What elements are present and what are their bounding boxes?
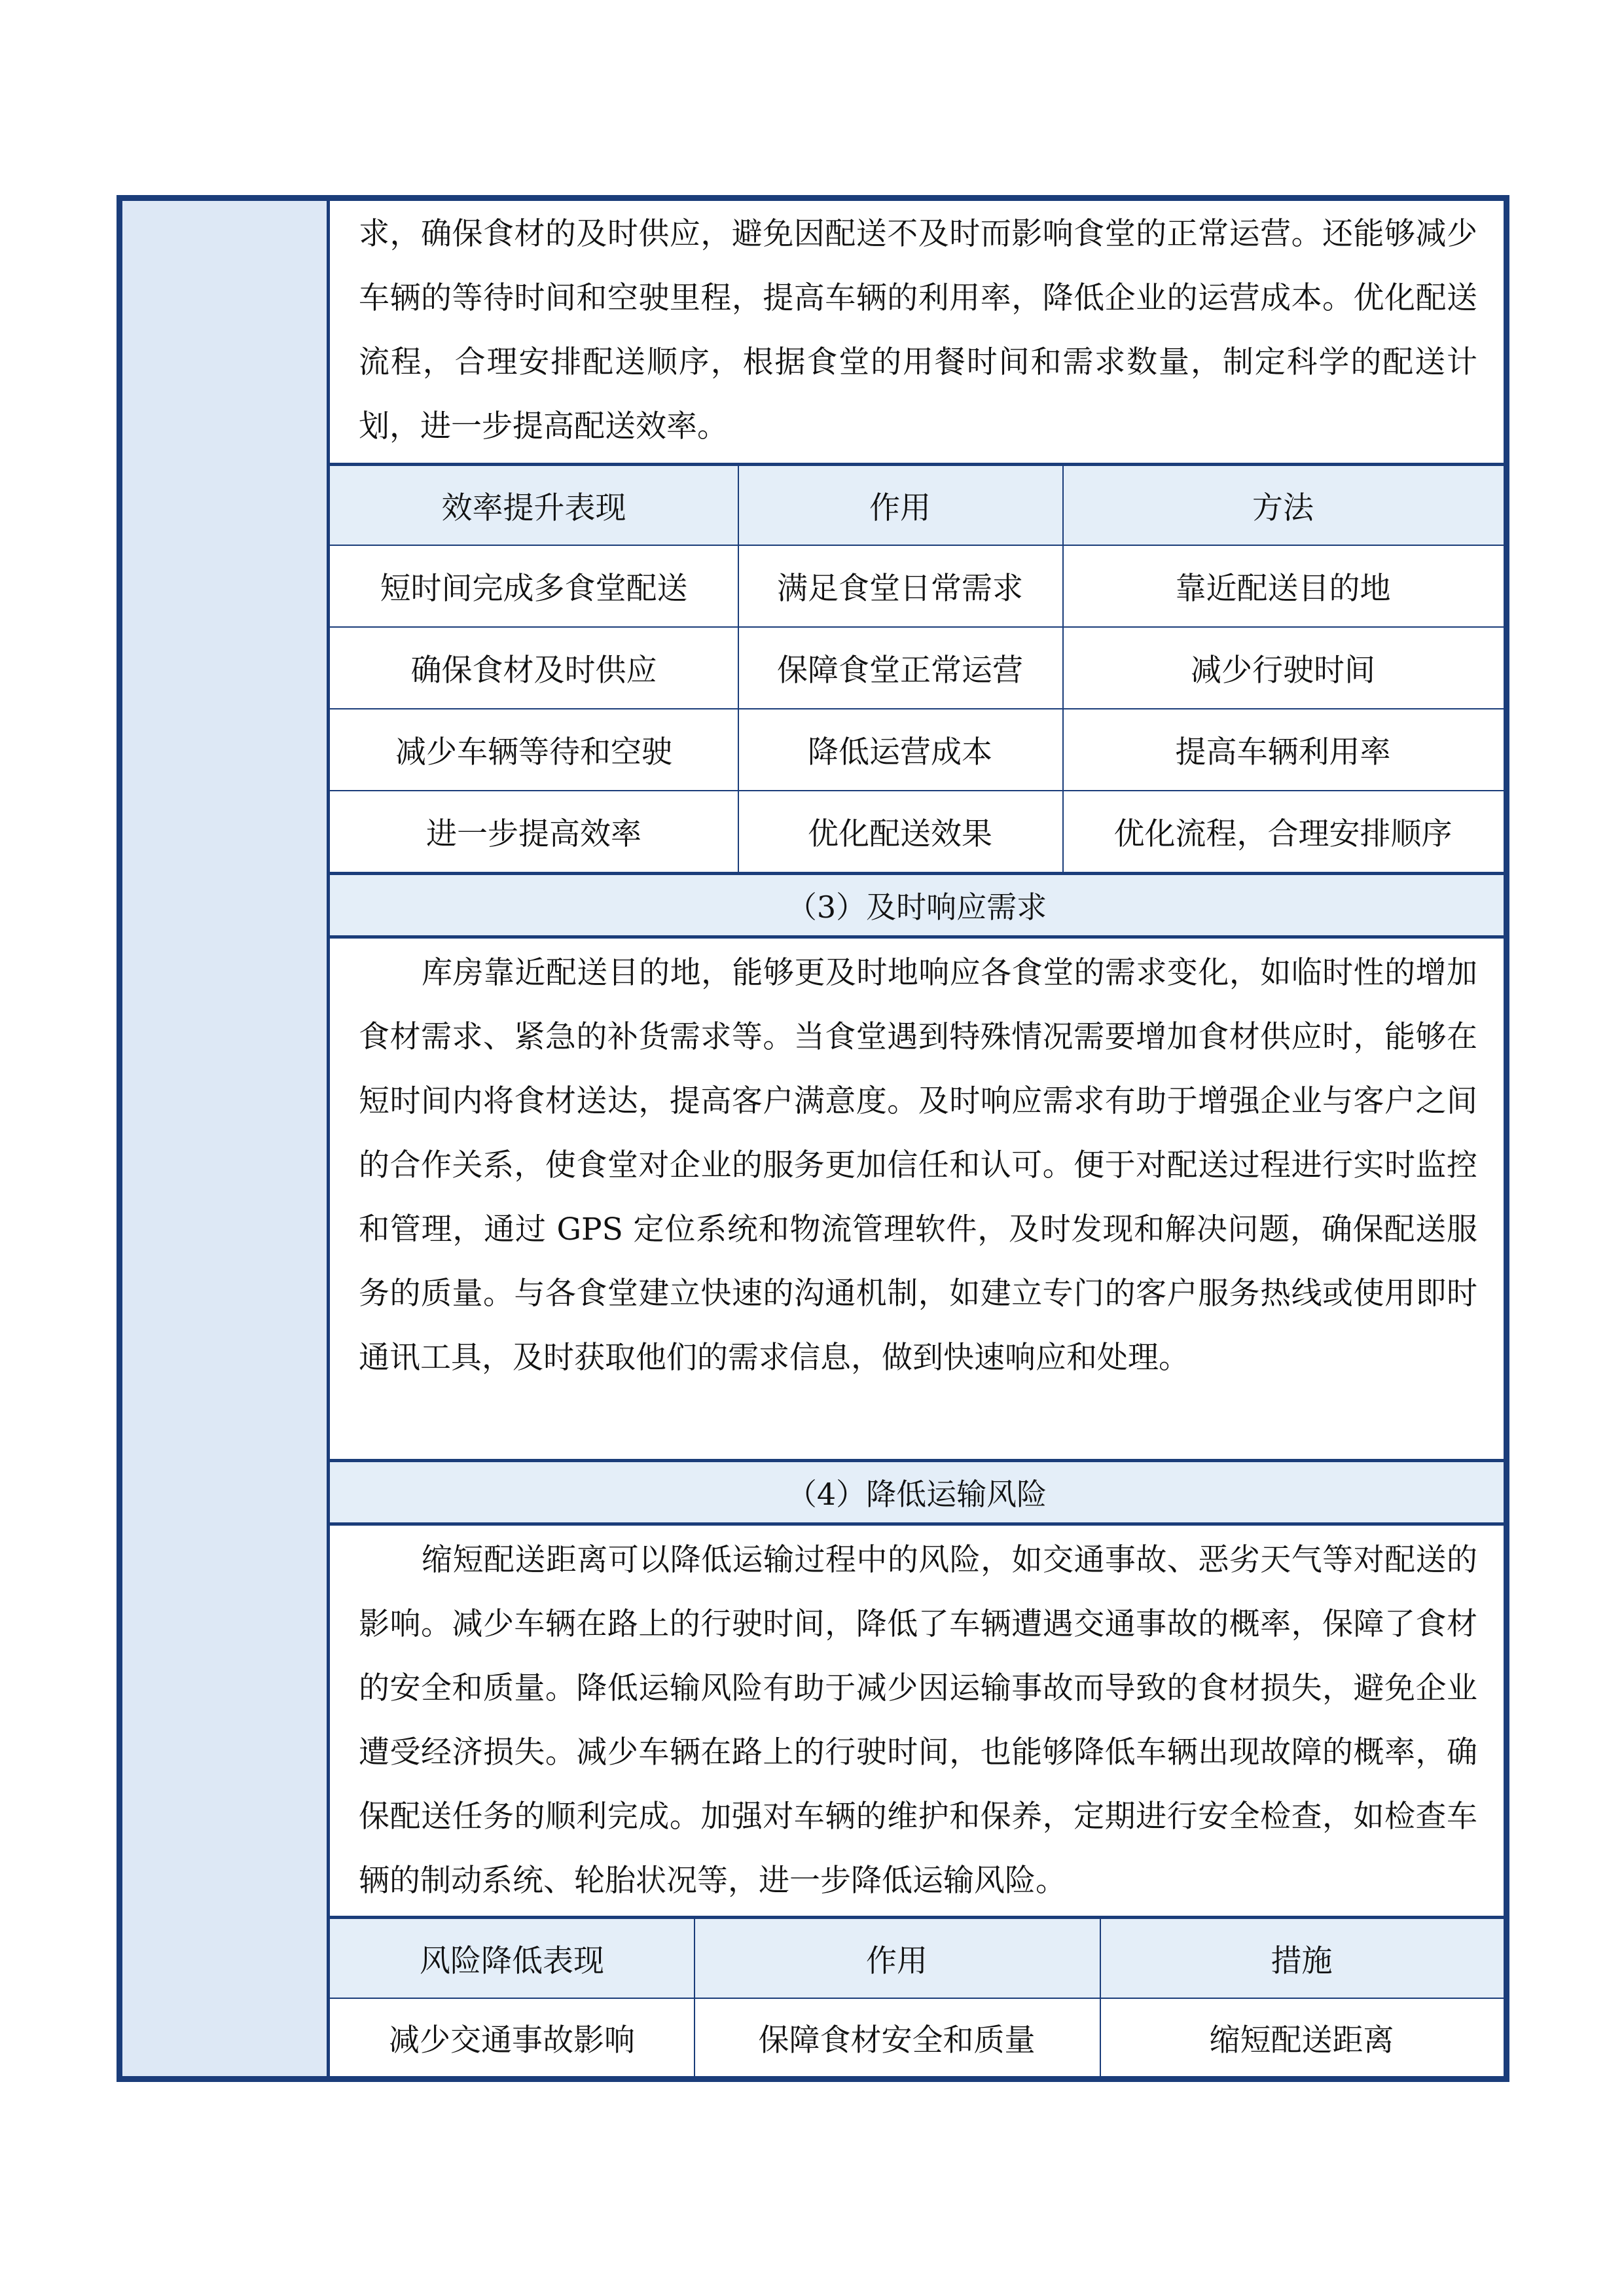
risk-table-header	[330, 1919, 1504, 1998]
column-divider	[694, 1919, 695, 2076]
table-cell: 减少行驶时间	[1191, 653, 1375, 689]
section-4-body	[330, 1526, 1504, 1916]
table-header-cell: 作用	[869, 490, 931, 526]
table-cell: 降低运营成本	[808, 734, 992, 770]
intro-paragraph: 求，确保食材的及时供应，避免因配送不及时而影响食堂的正常运营。还能够减少车辆的等待时间和空驶里程，提高车辆的利用率，降低企业的运营成本。优化配送流程，合理安排配送顺序，根据食堂的用餐时间和需求数量，制定科学的配送计划，进一步提高配送效率。	[359, 216, 1477, 444]
section-4-paragraph: 缩短配送距离可以降低运输过程中的风险，如交通事故、恶劣天气等对配送的影响。减少车辆在路上的行驶时间，降低了车辆遭遇交通事故的概率，保障了食材的安全和质量。降低运输风险有助于减少因运输事故而导致的食材损失，避免企业遭受经济损失。减少车辆在路上的行驶时间，也能够降低车辆出现故障的概率，确保配送任务的顺利完成。加强对车辆的维护和保养，定期进行安全检查，如检查车辆的制动系统、轮胎状况等，进一步降低运输风险。	[359, 1542, 1477, 1899]
table-header-cell: 作用	[866, 1943, 928, 1979]
table-cell: 靠近配送目的地	[1175, 571, 1391, 607]
table-header-cell: 措施	[1271, 1943, 1333, 1979]
table-header-cell: 风险降低表现	[420, 1943, 604, 1979]
table-cell: 进一步提高效率	[426, 816, 641, 852]
left-sidebar-column	[122, 201, 330, 2076]
content-frame	[117, 195, 1509, 2082]
intro-cell	[330, 201, 1504, 463]
column-divider	[1100, 1919, 1101, 2076]
table-cell: 保障食材安全和质量	[758, 2022, 1036, 2058]
table-cell: 短时间完成多食堂配送	[380, 571, 688, 607]
table-row	[330, 628, 1504, 708]
table-header-cell: 效率提升表现	[441, 490, 626, 526]
table-cell: 保障食堂正常运营	[777, 653, 1023, 689]
table-cell: 减少车辆等待和空驶	[395, 734, 672, 770]
section-4-title: （4）降低运输风险	[330, 1462, 1504, 1522]
table-cell: 提高车辆利用率	[1175, 734, 1391, 770]
table-row	[330, 791, 1504, 872]
table-cell: 减少交通事故影响	[389, 2022, 635, 2058]
table-cell: 优化流程，合理安排顺序	[1113, 816, 1453, 852]
section-3-paragraph: 库房靠近配送目的地，能够更及时地响应各食堂的需求变化，如临时性的增加食材需求、紧急的补货需求等。当食堂遇到特殊情况需要增加食材供应时，能够在短时间内将食材送达，提高客户满意度。及时响应需求有助于增强企业与客户之间的合作关系，使食堂对企业的服务更加信任和认可。便于对配送过程进行实时监控和管理，通过 GPS 定位系统和物流管理软件，及时发现和解决问题，确保配送服务的质量。与各食堂建立快速的沟通机制，如建立专门的客户服务热线或使用即时通讯工具，及时获取他们的需求信息，做到快速响应和处理。	[359, 955, 1477, 1376]
efficiency-table-header	[330, 466, 1504, 545]
table-header-cell: 方法	[1252, 490, 1314, 526]
table-row	[330, 546, 1504, 626]
section-3-title: （3）及时响应需求	[330, 875, 1504, 935]
table-row	[330, 709, 1504, 790]
table-row	[330, 1999, 1504, 2076]
table-cell: 优化配送效果	[808, 816, 992, 852]
column-divider	[1062, 466, 1064, 872]
table-cell: 缩短配送距离	[1209, 2022, 1394, 2058]
table-cell: 满足食堂日常需求	[777, 571, 1023, 607]
table-cell: 确保食材及时供应	[410, 653, 657, 689]
section-3-body	[330, 939, 1504, 1459]
column-divider	[738, 466, 739, 872]
